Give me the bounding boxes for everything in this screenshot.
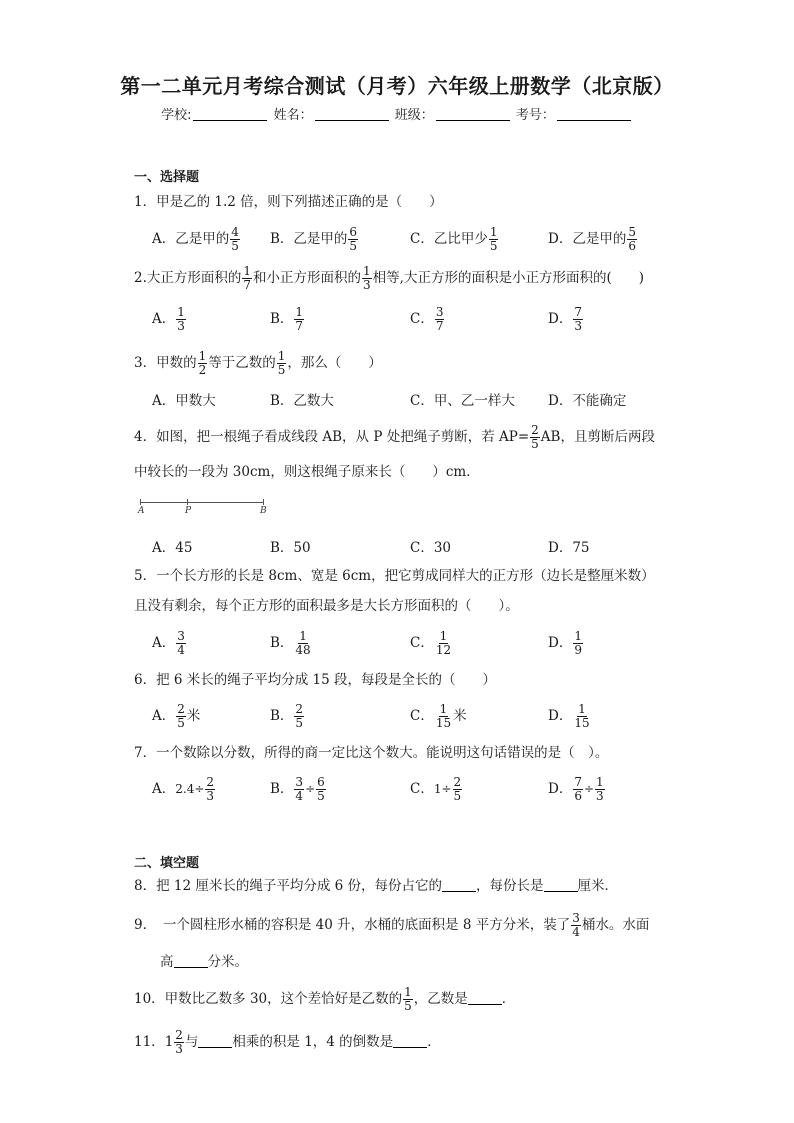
q2-option-b[interactable]: B． $\frac{1}{7}$: [270, 305, 304, 333]
section-heading-choice: 一、选择题: [134, 170, 200, 185]
q2-option-d[interactable]: D． $\frac{7}{3}$: [548, 305, 582, 333]
q6-option-b[interactable]: B． $\frac{2}{5}$: [270, 702, 304, 730]
q7-option-d[interactable]: D． $\frac{7}{6}$ ÷ $\frac{1}{3}$: [548, 775, 604, 803]
q4-option-b[interactable]: B．50: [270, 540, 311, 556]
question-7: 7．一个数除以分数，所得的商一定比这个数大。能说明这句话错误的是（ ）。: [134, 745, 609, 761]
q5-option-c[interactable]: C． $\frac{1}{12}$: [410, 629, 452, 657]
q7-option-b[interactable]: B． $\frac{3}{4}$ ÷ $\frac{6}{5}$: [270, 775, 325, 803]
tick-a: [140, 499, 141, 505]
question-9: 9． 一个圆柱形水桶的容积是 40 升，水桶的底面积是 8 平方分米，装了 $\frac{3}{4}$ 桶水。水面: [134, 911, 650, 939]
label-b: B: [260, 506, 267, 516]
name-label: 姓名：: [273, 108, 313, 123]
q1-option-b[interactable]: B．乙是甲的 $\frac{6}{5}$: [270, 225, 358, 253]
class-label: 班级：: [394, 108, 434, 123]
question-4-line2: 中较长的一段为 30cm，则这根绳子原来长（ ）cm．: [134, 464, 480, 480]
q1-option-c[interactable]: C．乙比甲少 $\frac{1}{5}$: [410, 225, 498, 253]
q8-blank-2[interactable]: [544, 879, 578, 892]
question-10: 10．甲数比乙数多 30，这个差恰好是乙数的 $\frac{1}{5}$ ，乙数是 ．: [134, 985, 516, 1013]
tick-p: [187, 499, 188, 505]
q1-option-d[interactable]: D．乙是甲的 $\frac{5}{6}$: [548, 225, 636, 253]
q8-blank-1[interactable]: [442, 879, 476, 892]
question-4: 4．如图，把一根绳子看成线段 AB，从 P 处把绳子剪断，若 AP= $\frac{2}{5}$ AB，且剪断后两段: [134, 423, 655, 451]
number-field[interactable]: [557, 108, 631, 121]
q9-blank[interactable]: [174, 955, 208, 968]
question-3: 3．甲数的 $\frac{1}{2}$ 等于乙数的 $\frac{1}{5}$ ，那么（ ）: [134, 349, 382, 377]
q6-option-a[interactable]: A． $\frac{2}{5}$ 米: [152, 702, 201, 730]
label-a: A: [138, 506, 145, 516]
question-1: 1．甲是乙的 1.2 倍，则下列描述正确的是（ ）: [134, 194, 443, 210]
section-heading-fill: 二、填空题: [134, 856, 200, 871]
q4-option-c[interactable]: C．30: [410, 540, 452, 556]
q2-option-c[interactable]: C． $\frac{3}{7}$: [410, 305, 444, 333]
school-field[interactable]: [193, 108, 267, 121]
q11-blank-1[interactable]: [198, 1035, 232, 1048]
question-11: 11．1 $\frac{2}{3}$ 与 相乘的积是 1，4 的倒数是 ．: [134, 1028, 441, 1056]
q6-option-d[interactable]: D． $\frac{1}{15}$: [548, 702, 590, 730]
question-6: 6．把 6 米长的绳子平均分成 15 段，每段是全长的（ ）: [134, 672, 497, 688]
q10-blank[interactable]: [468, 992, 502, 1005]
q7-option-a[interactable]: A．2.4÷ $\frac{2}{3}$: [152, 775, 215, 803]
segment-ab-line: [140, 502, 264, 503]
q6-option-c[interactable]: C． $\frac{1}{15}$ 米: [410, 702, 467, 730]
student-info-line: [0, 104, 794, 123]
question-9-line2: 高 分米。: [160, 954, 248, 970]
name-field[interactable]: [315, 108, 389, 121]
q2-option-a[interactable]: A． $\frac{1}{3}$: [152, 305, 185, 333]
label-p: P: [185, 506, 192, 516]
q1-option-a[interactable]: A．乙是甲的 $\frac{4}{5}$: [152, 225, 239, 253]
question-8: 8．把 12 厘米长的绳子平均分成 6 份，每份占它的 ，每份长是 厘米．: [134, 878, 619, 894]
q5-option-d[interactable]: D． $\frac{1}{9}$: [548, 629, 582, 657]
q3-option-b[interactable]: B．乙数大: [270, 393, 334, 409]
q4-option-d[interactable]: D．75: [548, 540, 590, 556]
class-field[interactable]: [436, 108, 510, 121]
tick-b: [263, 499, 264, 505]
q5-option-a[interactable]: A． $\frac{3}{4}$: [152, 629, 185, 657]
q3-option-d[interactable]: D．不能确定: [548, 393, 627, 409]
q4-option-a[interactable]: A．45: [152, 540, 193, 556]
q7-option-c[interactable]: C．1÷ $\frac{2}{5}$: [410, 775, 462, 803]
q3-option-c[interactable]: C．甲、乙一样大: [410, 393, 515, 409]
number-label: 考号：: [515, 108, 555, 123]
page-title: 第一二单元月考综合测试（月考）六年级上册数学（北京版）: [120, 74, 674, 98]
q5-option-b[interactable]: B． $\frac{1}{48}$: [270, 629, 311, 657]
question-5: 5．一个长方形的长是 8cm、宽是 6cm，把它剪成同样大的正方形（边长是整厘米数）: [134, 568, 655, 584]
school-label: 学校:: [161, 108, 192, 123]
question-2: 2.大正方形面积的 $\frac{1}{7}$ 和小正方形面积的 $\frac{1}{3}$ 相等,大正方形的面积是小正方形面积的( ): [134, 264, 644, 292]
q11-blank-2[interactable]: [393, 1035, 427, 1048]
question-5-line2: 且没有剩余，每个正方形的面积最多是大长方形面积的（ ）。: [134, 598, 519, 614]
q3-option-a[interactable]: A．甲数大: [152, 393, 216, 409]
